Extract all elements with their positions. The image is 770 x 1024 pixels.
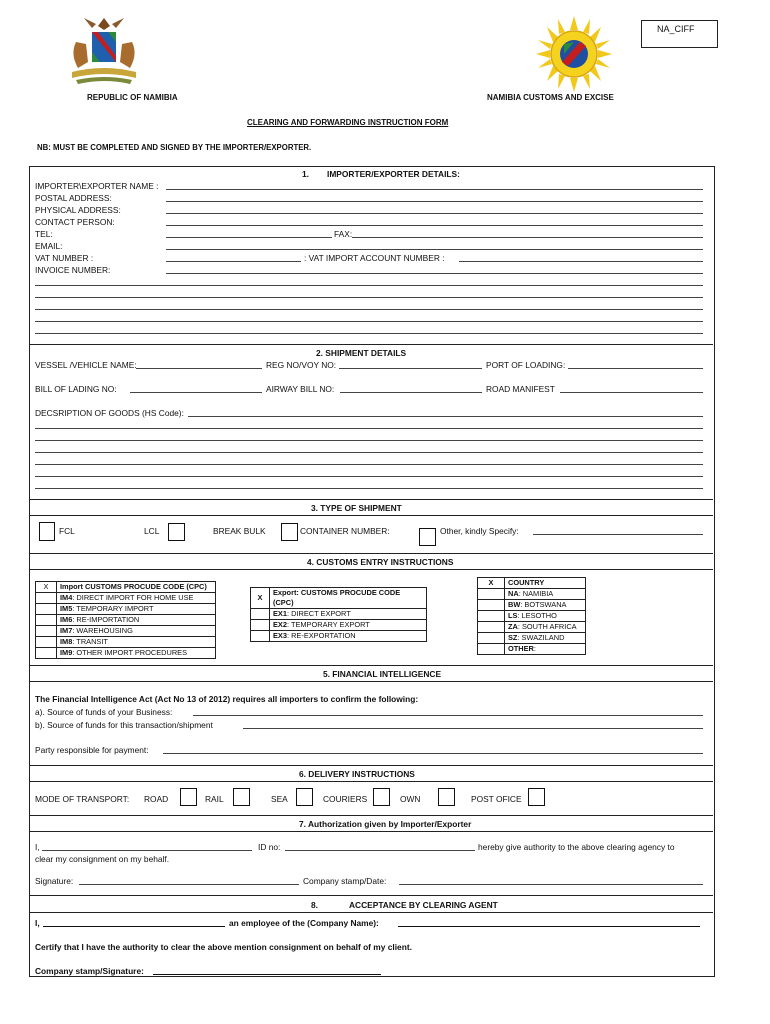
table-row [478, 611, 586, 622]
party-payment-label: Party responsible for payment: [35, 745, 149, 755]
section8-heading: ACCEPTANCE BY CLEARING AGENT [349, 900, 498, 910]
importer-name-field[interactable] [166, 189, 703, 190]
section1-heading: IMPORTER/EXPORTER DETAILS: [327, 169, 460, 179]
agent-i-label: I, [35, 918, 40, 928]
import-check-cell[interactable] [36, 604, 57, 615]
other-specify-label: Other, kindly Specify: [440, 526, 519, 536]
section-divider [29, 912, 713, 913]
import-check-cell[interactable] [36, 648, 57, 659]
postal-address-field[interactable] [166, 201, 703, 202]
table-row [36, 615, 216, 626]
country-cell: NA: NAMIBIA [505, 589, 586, 600]
physical-address-label: PHYSICAL ADDRESS: [35, 205, 121, 215]
lcl-checkbox[interactable] [168, 523, 185, 541]
table-row [36, 593, 216, 604]
road-label: ROAD [144, 794, 169, 804]
vessel-label: VESSEL /VEHICLE NAME: [35, 360, 137, 370]
post-office-checkbox[interactable] [528, 788, 545, 806]
vessel-field[interactable] [136, 368, 262, 369]
export-code-cell: EX2: TEMPORARY EXPORT [270, 620, 427, 631]
section-divider [29, 781, 713, 782]
import-mark[interactable]: X [36, 582, 57, 593]
import-code-cell: IM7: WAREHOUSING [57, 626, 216, 637]
source-business-label: a). Source of funds of your Business: [35, 707, 173, 717]
section5-heading: 5. FINANCIAL INTELLIGENCE [323, 669, 442, 679]
tel-label: TEL: [35, 229, 53, 239]
form-code: NA_CIFF [657, 24, 695, 34]
fcl-checkbox[interactable] [39, 522, 55, 541]
form-title: CLEARING AND FORWARDING INSTRUCTION FORM [247, 118, 449, 127]
section6-heading: 6. DELIVERY INSTRUCTIONS [299, 769, 415, 779]
import-code-cell: IM9: OTHER IMPORT PROCEDURES [57, 648, 216, 659]
agent-name-field[interactable] [43, 926, 225, 927]
country-check-cell[interactable] [478, 600, 505, 611]
reg-no-label: REG NO/VOY NO: [266, 360, 337, 370]
road-manifest-field[interactable] [560, 392, 703, 393]
other-specify-field[interactable] [533, 534, 703, 535]
import-check-cell[interactable] [36, 615, 57, 626]
section-divider [29, 515, 713, 516]
port-loading-label: PORT OF LOADING: [486, 360, 566, 370]
export-check-cell[interactable] [251, 609, 270, 620]
table-row [478, 600, 586, 611]
rail-checkbox[interactable] [233, 788, 250, 806]
company-name-field[interactable] [398, 926, 700, 927]
customs-title: NAMIBIA CUSTOMS AND EXCISE [487, 93, 614, 102]
country-check-cell[interactable] [478, 611, 505, 622]
id-no-label: ID no: [258, 842, 281, 852]
export-check-cell[interactable] [251, 620, 270, 631]
import-check-cell[interactable] [36, 626, 57, 637]
lcl-label: LCL [144, 526, 160, 536]
export-code-cell: EX1: DIRECT EXPORT [270, 609, 427, 620]
export-mark-cell[interactable]: X [251, 588, 270, 609]
import-code-cell: IM6: RE-IMPORTATION [57, 615, 216, 626]
email-label: EMAIL: [35, 241, 63, 251]
country-check-cell[interactable] [478, 633, 505, 644]
extra-line[interactable] [35, 428, 703, 429]
employee-label: an employee of the (Company Name): [229, 918, 379, 928]
extra-line[interactable] [35, 309, 703, 310]
table-row [36, 626, 216, 637]
reg-no-field[interactable] [339, 368, 482, 369]
extra-line[interactable] [35, 297, 703, 298]
country-cell: ZA: SOUTH AFRICA [505, 622, 586, 633]
table-row [251, 631, 427, 642]
section-divider [29, 895, 713, 896]
section-divider [29, 815, 713, 816]
extra-line[interactable] [35, 488, 703, 489]
import-cpc-header: Import CUSTOMS PROCUDE CODE (CPC) [57, 582, 216, 593]
export-check-cell[interactable] [251, 631, 270, 642]
container-number-label: CONTAINER NUMBER: [300, 526, 390, 536]
couriers-label: COURIERS [323, 794, 368, 804]
table-row [478, 633, 586, 644]
road-checkbox[interactable] [180, 788, 197, 806]
import-cpc-table [35, 581, 216, 659]
country-check-cell[interactable] [478, 589, 505, 600]
import-check-cell[interactable] [36, 593, 57, 604]
airway-bill-field[interactable] [340, 392, 482, 393]
section8-number: 8. [311, 900, 318, 910]
table-row [36, 648, 216, 659]
section-divider [29, 499, 713, 500]
fic-statement: The Financial Intelligence Act (Act No 13 of 2012) requires all importers to confirm the following: [35, 694, 419, 704]
extra-line[interactable] [35, 476, 703, 477]
import-code-cell: IM8: TRANSIT [57, 637, 216, 648]
rail-label: RAIL [205, 794, 224, 804]
email-field[interactable] [166, 249, 703, 250]
section-divider [29, 344, 713, 345]
section-divider [29, 569, 713, 570]
airway-bill-label: AIRWAY BILL NO: [266, 384, 335, 394]
fax-field[interactable] [352, 237, 703, 238]
invoice-number-field[interactable] [166, 273, 703, 274]
vat-number-field[interactable] [166, 261, 301, 262]
source-transaction-field[interactable] [243, 728, 703, 729]
notice-text: NB: MUST BE COMPLETED AND SIGNED BY THE IMPORTER/EXPORTER. [37, 143, 312, 152]
export-cpc-header: Export: CUSTOMS PROCUDE CODE [270, 588, 427, 599]
container-checkbox[interactable] [419, 528, 436, 546]
port-loading-field[interactable] [568, 368, 703, 369]
table-row [478, 644, 586, 655]
id-no-field[interactable] [285, 850, 475, 851]
description-label: DECSRIPTION OF GOODS (HS Code): [35, 408, 184, 418]
physical-address-field[interactable] [166, 213, 703, 214]
fcl-label: FCL [59, 526, 75, 536]
vat-import-label: : VAT IMPORT ACCOUNT NUMBER : [304, 253, 445, 263]
table-row [251, 620, 427, 631]
table-row [251, 609, 427, 620]
section4-heading: 4. CUSTOMS ENTRY INSTRUCTIONS [307, 557, 454, 567]
section-divider [29, 765, 713, 766]
clear-consignment-text: clear my consignment on my behalf. [35, 854, 170, 864]
export-cpc-header-2: (CPC) [270, 598, 427, 609]
country-check-cell[interactable] [478, 644, 505, 655]
signature-field[interactable] [79, 884, 299, 885]
extra-line[interactable] [35, 464, 703, 465]
auth-name-field[interactable] [42, 850, 252, 851]
signature-label: Signature: [35, 876, 74, 886]
sea-checkbox[interactable] [296, 788, 313, 806]
road-manifest-label: ROAD MANIFEST [486, 384, 555, 394]
contact-person-field[interactable] [166, 225, 703, 226]
fax-label: FAX: [334, 229, 353, 239]
table-row [36, 604, 216, 615]
country-cell: LS: LESOTHO [505, 611, 586, 622]
company-stamp-label: Company stamp/Signature: [35, 966, 144, 976]
bill-lading-field[interactable] [130, 392, 262, 393]
bill-lading-label: BILL OF LADING NO: [35, 384, 117, 394]
table-row [36, 637, 216, 648]
break-bulk-checkbox[interactable] [281, 523, 298, 541]
country-cell: SZ: SWAZILAND [505, 633, 586, 644]
invoice-number-label: INVOICE NUMBER: [35, 265, 111, 275]
import-code-cell: IM4: DIRECT IMPORT FOR HOME USE [57, 593, 216, 604]
table-row [478, 589, 586, 600]
section-divider [29, 681, 713, 682]
vat-number-label: VAT NUMBER : [35, 253, 94, 263]
tel-field[interactable] [166, 237, 332, 238]
country-table [477, 577, 586, 655]
section-divider [29, 665, 713, 666]
republic-title: REPUBLIC OF NAMIBIA [87, 93, 178, 102]
postal-address-label: POSTAL ADDRESS: [35, 193, 112, 203]
customs-excise-emblem-logo [534, 16, 614, 92]
export-code-cell: EX3: RE-EXPORTATION [270, 631, 427, 642]
form-code-box [641, 20, 718, 48]
description-field[interactable] [188, 416, 703, 417]
source-business-field[interactable] [193, 715, 703, 716]
table-row [478, 622, 586, 633]
section-divider [29, 831, 713, 832]
country-check-cell[interactable] [478, 622, 505, 633]
sea-label: SEA [271, 794, 288, 804]
couriers-checkbox[interactable] [373, 788, 390, 806]
hereby-text: hereby give authority to the above clearing agency to [478, 842, 675, 852]
source-transaction-label: b). Source of funds for this transaction/shipment [35, 720, 213, 730]
extra-line[interactable] [35, 285, 703, 286]
own-checkbox[interactable] [438, 788, 455, 806]
stamp-date-label: Company stamp/Date: [303, 876, 387, 886]
extra-line[interactable] [35, 440, 703, 441]
vat-import-field[interactable] [459, 261, 703, 262]
country-cell: OTHER: [505, 644, 586, 655]
certify-text: Certify that I have the authority to clear the above mention consignment on behalf of my client. [35, 942, 412, 952]
section2-heading: 2. SHIPMENT DETAILS [316, 348, 407, 358]
section1-number: 1. [302, 169, 309, 179]
contact-person-label: CONTACT PERSON: [35, 217, 115, 227]
party-payment-field[interactable] [163, 753, 703, 754]
section7-heading: 7. Authorization given by Importer/Exporter [299, 819, 472, 829]
country-header: COUNTRY [505, 578, 586, 589]
extra-line[interactable] [35, 452, 703, 453]
namibia-coat-of-arms-logo [66, 16, 142, 88]
country-cell: BW: BOTSWANA [505, 600, 586, 611]
own-label: OWN [400, 794, 421, 804]
export-cpc-table [250, 587, 427, 642]
company-stamp-field[interactable] [153, 974, 381, 975]
break-bulk-label: BREAK BULK [213, 526, 266, 536]
importer-name-label: IMPORTER\EXPORTER NAME : [35, 181, 159, 191]
extra-line[interactable] [35, 321, 703, 322]
post-office-label: POST OFICE [471, 794, 522, 804]
auth-i-label: I, [35, 842, 40, 852]
stamp-date-field[interactable] [399, 884, 703, 885]
section3-heading: 3. TYPE OF SHIPMENT [311, 503, 402, 513]
section-divider [29, 553, 713, 554]
extra-line[interactable] [35, 333, 703, 334]
mode-transport-label: MODE OF TRANSPORT: [35, 794, 130, 804]
import-check-cell[interactable] [36, 637, 57, 648]
import-code-cell: IM5: TEMPORARY IMPORT [57, 604, 216, 615]
country-mark[interactable]: X [478, 578, 505, 589]
